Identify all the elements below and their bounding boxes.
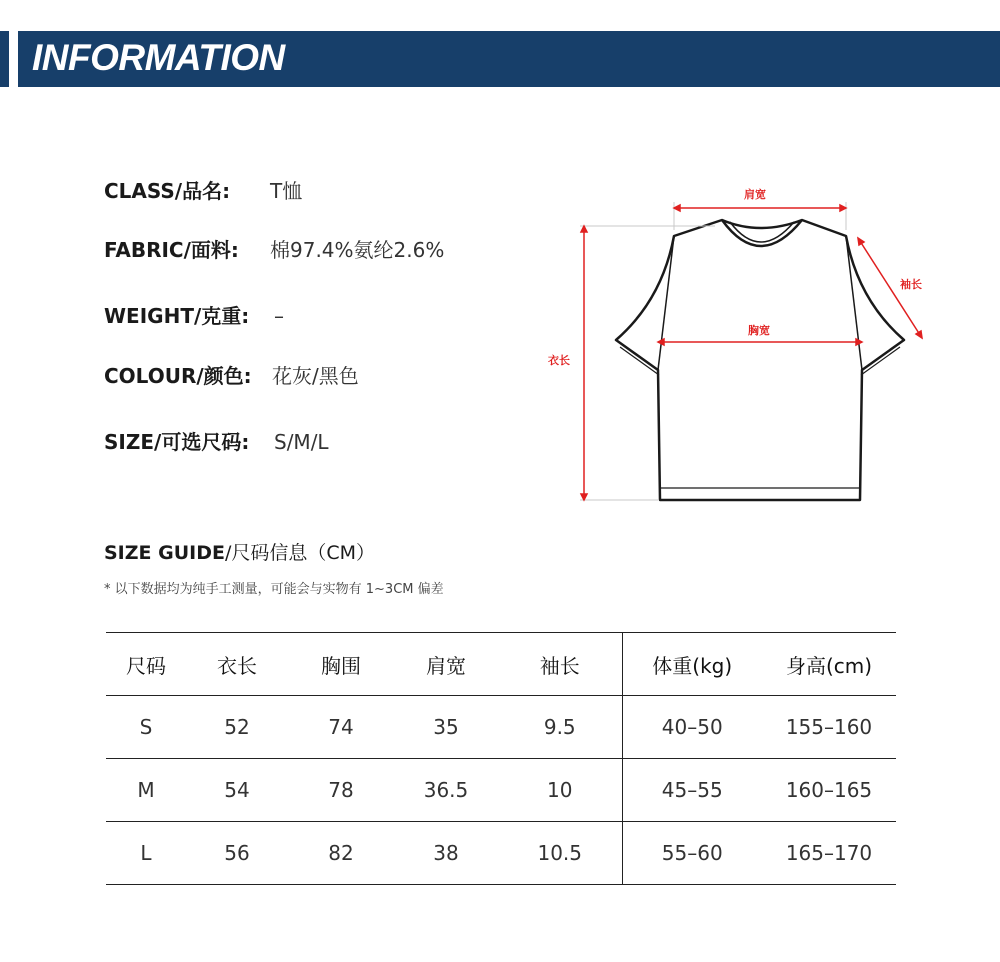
table-cell: 35 [394,696,498,759]
table-row [106,759,896,822]
table-cell: 10.5 [498,822,622,885]
info-row-fabric [104,234,444,263]
table-cell: 45–55 [622,759,762,822]
guide-lines [580,202,846,500]
info-label: CLASS/品名: [104,179,231,203]
table-header: 袖长 [498,633,622,696]
tshirt-measurement-diagram [540,170,980,520]
info-label: COLOUR/颜色: [104,364,252,388]
info-label: FABRIC/面料: [104,238,239,262]
table-header: 衣长 [186,633,288,696]
info-value: – [274,304,284,328]
table-cell: 52 [186,696,288,759]
table-header: 身高(cm) [762,633,896,696]
shoulder-label: 肩宽 [744,188,766,201]
table-cell: 160–165 [762,759,896,822]
size-guide-note: * 以下数据均为纯手工测量，可能会与实物有 1~3CM 偏差 [104,582,444,597]
info-row-size [104,426,329,455]
table-header: 胸围 [288,633,394,696]
info-label: SIZE/可选尺码: [104,430,250,454]
length-label: 衣长 [548,354,570,367]
info-row-class [104,175,302,204]
size-guide-title-zh: /尺码信息（CM） [224,542,376,564]
banner-title: INFORMATION [32,37,285,78]
table-cell: 165–170 [762,822,896,885]
info-value: 棉97.4%氨纶2.6% [270,238,445,262]
info-value: S/M/L [274,430,329,454]
table-row [106,822,896,885]
info-label: WEIGHT/克重: [104,304,250,328]
table-cell: 9.5 [498,696,622,759]
table-header: 肩宽 [394,633,498,696]
table-cell: 38 [394,822,498,885]
table-cell: 10 [498,759,622,822]
table-cell: 155–160 [762,696,896,759]
sleeve-label: 袖长 [900,278,922,291]
size-guide-title [104,538,375,565]
table-cell: M [106,759,186,822]
table-row [106,696,896,759]
banner-accent [0,31,9,87]
information-banner [18,31,1000,87]
table-cell: 55–60 [622,822,762,885]
table-cell: 54 [186,759,288,822]
table-cell: 40–50 [622,696,762,759]
table-cell: 82 [288,822,394,885]
table-header: 体重(kg) [622,633,762,696]
table-cell: L [106,822,186,885]
chest-label: 胸宽 [748,324,770,337]
info-row-colour [104,360,359,389]
table-header-row [106,633,896,696]
table-cell: 78 [288,759,394,822]
size-guide-title-en: SIZE GUIDE [104,542,225,564]
table-cell: 56 [186,822,288,885]
table-cell: S [106,696,186,759]
table-cell: 36.5 [394,759,498,822]
info-value: 花灰/黑色 [272,364,359,388]
tshirt-outline [616,220,904,500]
table-header: 尺码 [106,633,186,696]
info-row-weight [104,300,284,329]
table-cell: 74 [288,696,394,759]
size-table [106,632,896,885]
info-value: T恤 [270,179,303,203]
